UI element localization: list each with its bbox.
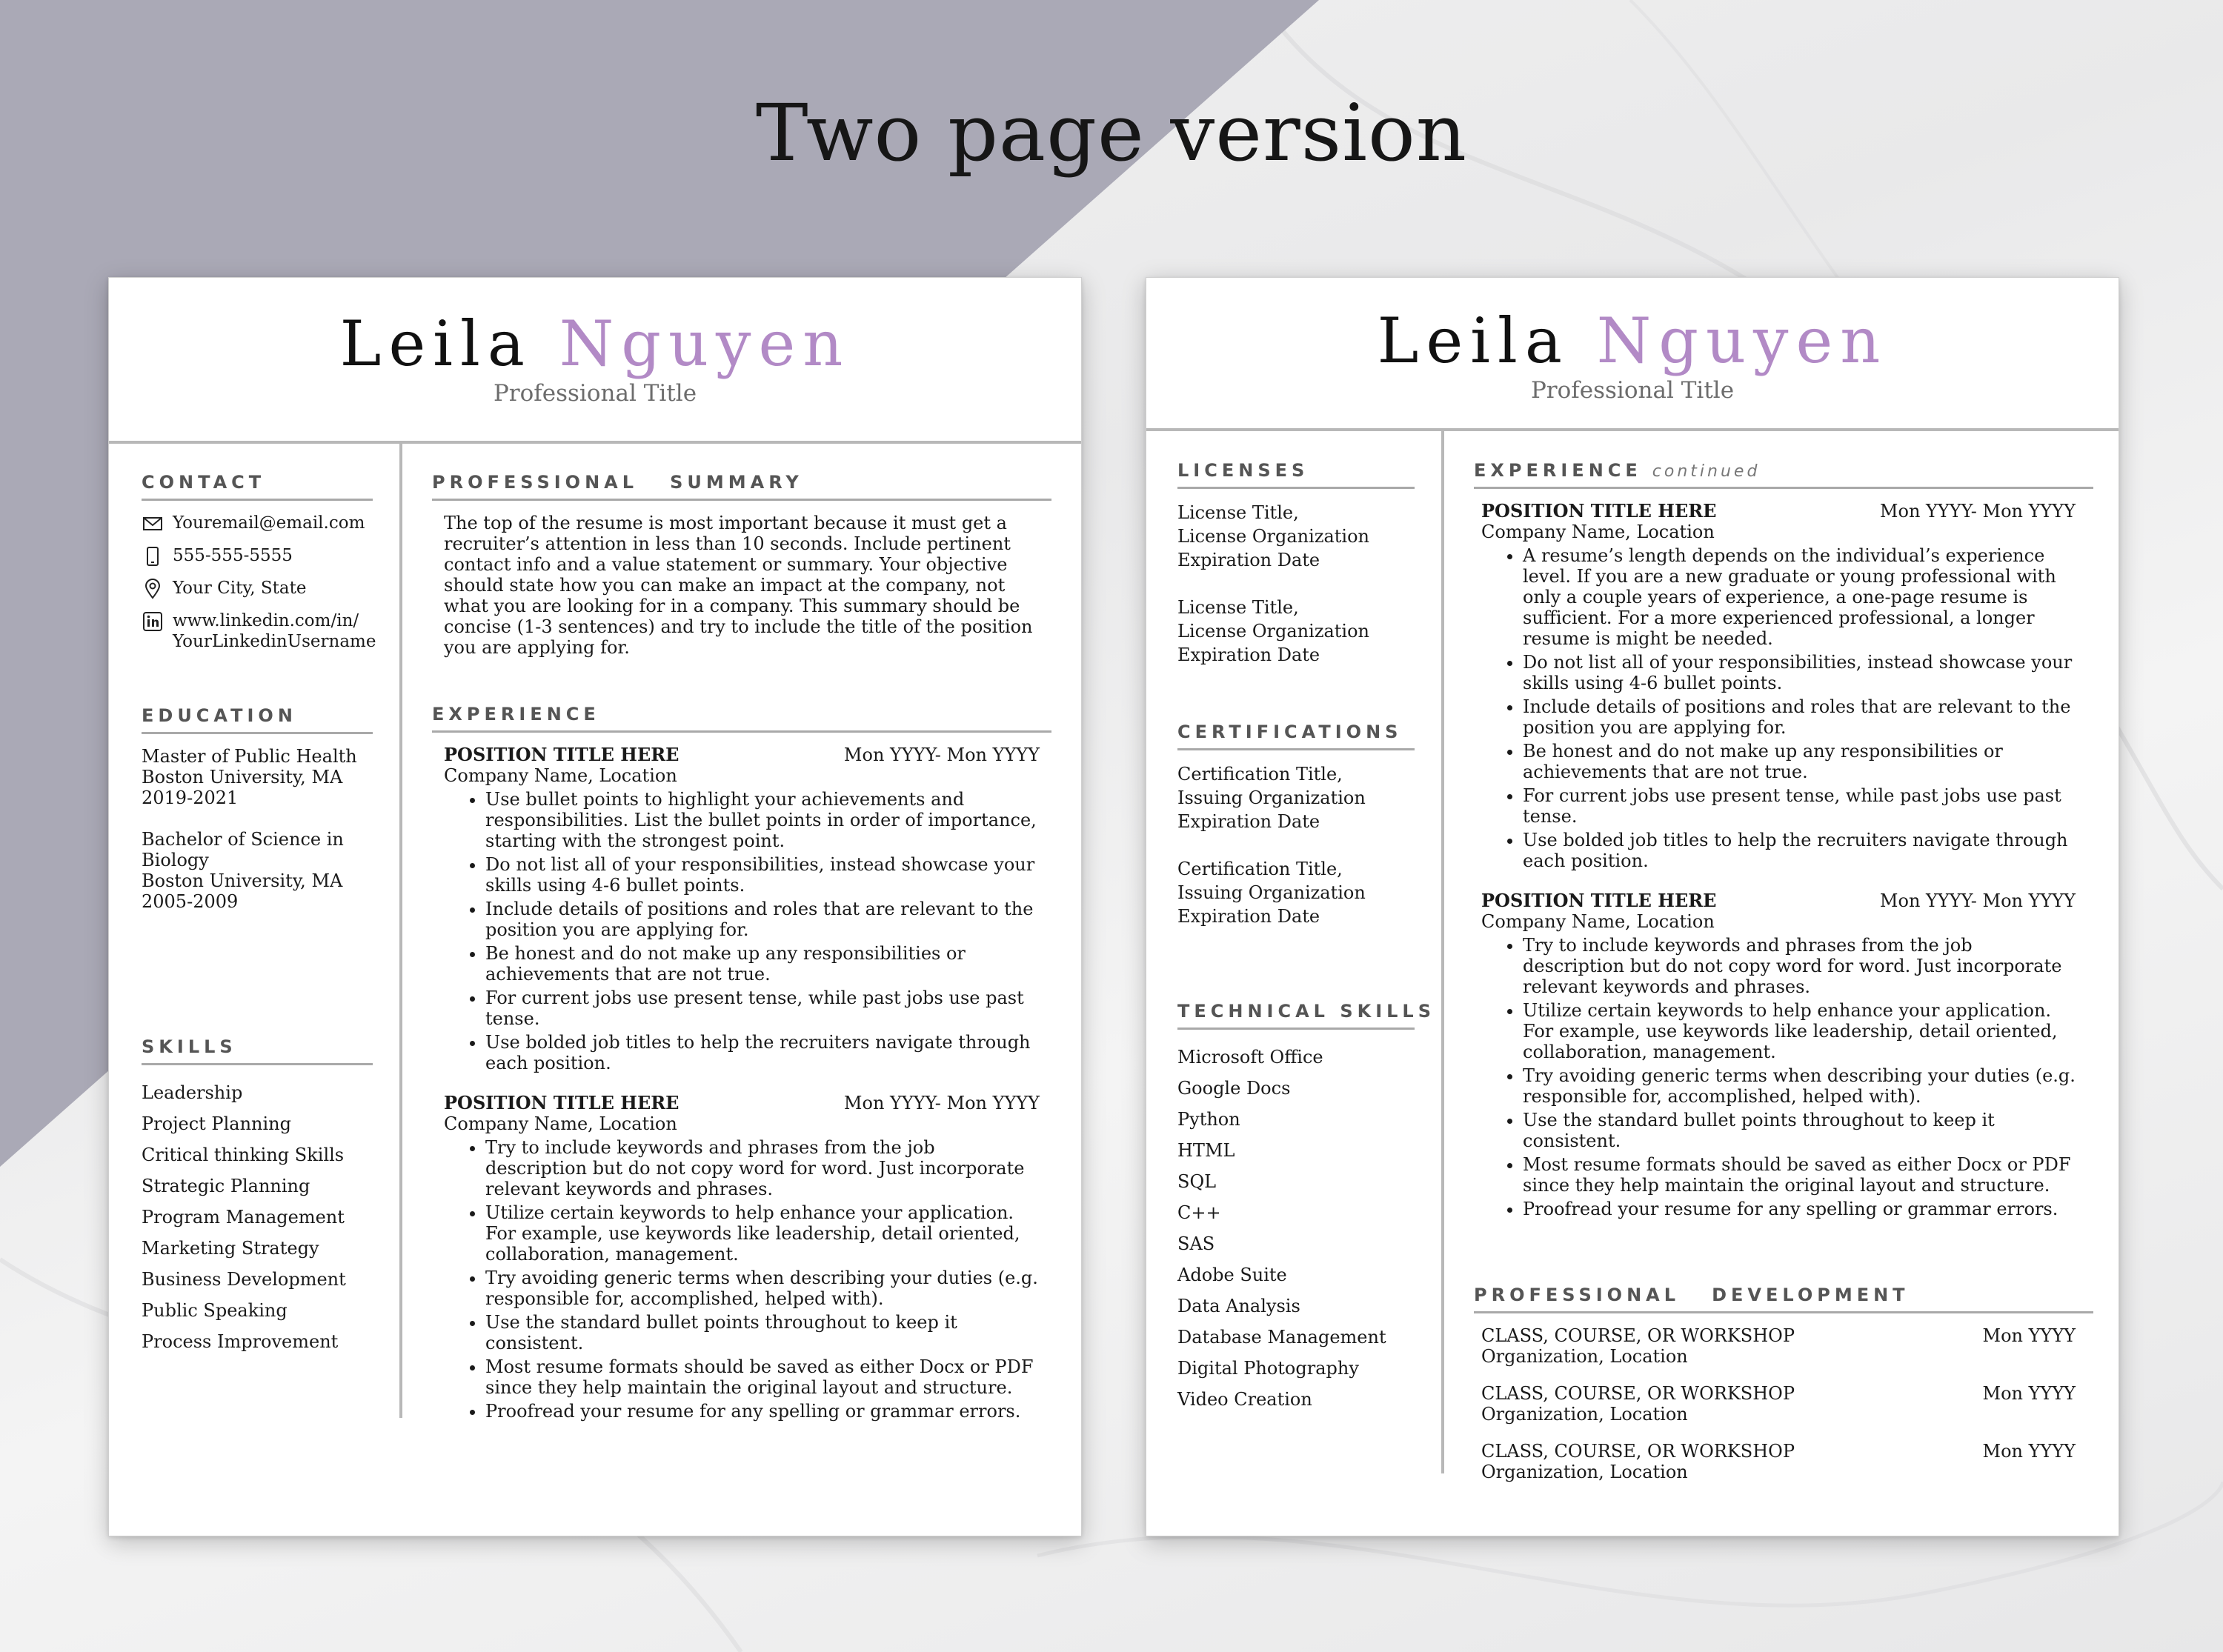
certification-organization: Issuing Organization — [1177, 787, 1366, 808]
license-expiration: Expiration Date — [1177, 645, 1320, 665]
technical-skills-list — [1177, 1042, 1415, 1415]
job-title: POSITION TITLE HERE — [444, 1092, 679, 1113]
professional-development-heading: PROFESSIONAL DEVELOPMENT — [1474, 1285, 2093, 1313]
job-entry — [1474, 890, 2093, 1219]
bullet-item: • Include details of positions and roles that are relevant to the position you are applying for. — [485, 899, 1040, 940]
certification-expiration: Expiration Date — [1177, 906, 1320, 927]
license-title: License Title, — [1177, 597, 1299, 618]
technical-skill-item: Video Creation — [1177, 1389, 1312, 1410]
last-name: Nguyen — [559, 307, 851, 380]
license-entry — [1177, 596, 1415, 667]
skill-item: Leadership — [142, 1082, 243, 1103]
header-divider — [109, 441, 1081, 444]
phone-icon — [142, 545, 164, 567]
development-header — [1481, 1383, 2076, 1404]
development-entry — [1481, 1441, 2076, 1482]
job-header — [444, 745, 1040, 765]
bullet-item: • Be honest and do not make up any responsibilities or achievements that are not true. — [485, 943, 1040, 985]
professional-title: Professional Title — [1530, 377, 1735, 404]
technical-skill-item: C++ — [1177, 1202, 1221, 1223]
envelope-icon — [142, 513, 164, 535]
bullet-item: • Do not list all of your responsibilities, instead showcase your skills using 4-6 bullet points. — [1523, 652, 2076, 693]
skill-item: Process Improvement — [142, 1331, 339, 1352]
course-date: Mon YYYY — [1982, 1441, 2076, 1462]
bullet-item: • For current jobs use present tense, while past jobs use past tense. — [1523, 785, 2076, 827]
skill-item: Public Speaking — [142, 1300, 288, 1321]
linkedin-line-1: www.linkedin.com/in/ — [173, 611, 359, 630]
bullet-item: • Proofread your resume for any spelling or grammar errors. — [1523, 1199, 2076, 1219]
candidate-name — [1146, 304, 2119, 377]
column-divider — [399, 444, 402, 1418]
job-bullets — [1481, 935, 2076, 1219]
job-bullets — [444, 789, 1040, 1073]
job-company: Company Name, Location — [444, 765, 677, 786]
school: Boston University, MA — [142, 870, 343, 891]
job-dates: Mon YYYY- Mon YYYY — [843, 1093, 1040, 1113]
continued-label: continued — [1652, 462, 1761, 481]
left-column — [142, 472, 376, 1357]
bullet-item: • Try avoiding generic terms when describing your duties (e.g. responsible for, accomplished, helped with). — [1523, 1065, 2076, 1107]
bullet-item: • Include details of positions and roles that are relevant to the position you are applying for. — [1523, 696, 2076, 738]
experience-continued-heading — [1474, 460, 2093, 489]
licenses-heading: LICENSES — [1177, 460, 1415, 489]
resume-page-2 — [1146, 277, 2119, 1536]
bullet-item: • Try to include keywords and phrases from the job description but do not copy word for word. Just incorporate relevant keywords and phrases. — [485, 1137, 1040, 1199]
development-header — [1481, 1325, 2076, 1346]
resume-page-1 — [108, 277, 1082, 1536]
bullet-item: • Use the standard bullet points throughout to keep it consistent. — [485, 1312, 1040, 1353]
license-title: License Title, — [1177, 502, 1299, 523]
skill-item: Marketing Strategy — [142, 1238, 319, 1259]
development-entry — [1481, 1383, 2076, 1425]
job-header — [444, 1093, 1040, 1113]
bullet-item: • Try to include keywords and phrases from the job description but do not copy word for word. Just incorporate relevant keywords and phrases. — [1523, 935, 2076, 997]
linkedin-line-2: YourLinkedinUsername — [173, 632, 376, 651]
technical-skill-item: Database Management — [1177, 1327, 1386, 1348]
professional-title: Professional Title — [493, 380, 697, 407]
skill-item: Strategic Planning — [142, 1176, 310, 1196]
course-organization: Organization, Location — [1481, 1346, 1688, 1367]
degree: Bachelor of Science in Biology — [142, 829, 344, 870]
course-name: CLASS, COURSE, OR WORKSHOP — [1481, 1383, 1795, 1404]
contact-linkedin[interactable] — [142, 610, 376, 652]
bullet-item: • Most resume formats should be saved as either Docx or PDF since they help maintain the original layout and structure. — [485, 1356, 1040, 1398]
summary-heading: PROFESSIONAL SUMMARY — [432, 472, 1051, 501]
job-entry — [1474, 501, 2093, 871]
contact-email[interactable] — [142, 513, 373, 535]
contact-phone[interactable] — [142, 545, 373, 567]
education-entry — [142, 829, 373, 912]
skill-item: Critical thinking Skills — [142, 1145, 345, 1165]
skill-item: Business Development — [142, 1269, 346, 1290]
license-organization: License Organization — [1177, 526, 1369, 547]
job-dates: Mon YYYY- Mon YYYY — [843, 745, 1040, 765]
job-bullets — [1481, 545, 2076, 871]
degree: Master of Public Health — [142, 746, 357, 767]
technical-skills-heading: TECHNICAL SKILLS — [1177, 1001, 1415, 1030]
skill-item: Project Planning — [142, 1113, 291, 1134]
technical-skill-item: Digital Photography — [1177, 1358, 1359, 1379]
job-entry — [432, 1093, 1051, 1422]
resume-header — [1146, 304, 2119, 404]
bullet-item: • Use the standard bullet points throughout to keep it consistent. — [1523, 1110, 2076, 1151]
bullet-item: • Use bolded job titles to help the recruiters navigate through each position. — [485, 1032, 1040, 1073]
certification-entry — [1177, 762, 1415, 833]
bullet-item: • Utilize certain keywords to help enhance your application. For example, use keywords like leadership, detail oriented, collaboration, management. — [1523, 1000, 2076, 1062]
certification-organization: Issuing Organization — [1177, 882, 1366, 903]
course-date: Mon YYYY — [1982, 1325, 2076, 1346]
technical-skill-item: HTML — [1177, 1140, 1235, 1161]
development-entry — [1481, 1325, 2076, 1367]
header-divider — [1146, 428, 2119, 431]
bullet-item: • Do not list all of your responsibilities, instead showcase your skills using 4-6 bullet points. — [485, 854, 1040, 896]
resume-header — [109, 307, 1081, 407]
bullet-item: • Try avoiding generic terms when describing your duties (e.g. responsible for, accomplished, helped with). — [485, 1268, 1040, 1309]
job-dates: Mon YYYY- Mon YYYY — [1879, 501, 2076, 522]
right-column — [432, 472, 1051, 1425]
technical-skill-item: SAS — [1177, 1233, 1215, 1254]
right-column — [1474, 460, 2093, 1499]
license-expiration: Expiration Date — [1177, 550, 1320, 570]
years: 2005-2009 — [142, 891, 239, 912]
course-date: Mon YYYY — [1982, 1383, 2076, 1404]
column-divider — [1441, 431, 1444, 1473]
technical-skill-item: Python — [1177, 1109, 1240, 1130]
job-bullets — [444, 1137, 1040, 1422]
contact-heading: CONTACT — [142, 472, 373, 501]
job-title: POSITION TITLE HERE — [1481, 500, 1717, 522]
certification-title: Certification Title, — [1177, 764, 1343, 785]
bullet-item: • Use bullet points to highlight your achievements and responsibilities. List the bullet points in order of importance, starting with the strongest point. — [485, 789, 1040, 851]
email-text: Youremail@email.com — [173, 513, 365, 533]
bullet-item: • For current jobs use present tense, while past jobs use past tense. — [485, 987, 1040, 1029]
years: 2019-2021 — [142, 787, 239, 808]
linkedin-text — [173, 610, 376, 652]
linkedin-icon — [142, 610, 164, 633]
first-name: Leila — [1377, 304, 1569, 377]
bullet-item: • A resume’s length depends on the individual’s experience level. If you are a new graduate or young professional with only a couple years of experience, a one-page resume is sufficient. For a more experienced professional, a longer resume is might be needed. — [1523, 545, 2076, 649]
certification-title: Certification Title, — [1177, 859, 1343, 879]
job-title: POSITION TITLE HERE — [444, 744, 679, 765]
job-title: POSITION TITLE HERE — [1481, 890, 1717, 911]
bullet-item: • Most resume formats should be saved as either Docx or PDF since they help maintain the original layout and structure. — [1523, 1154, 2076, 1196]
technical-skill-item: Google Docs — [1177, 1078, 1291, 1099]
license-entry — [1177, 501, 1415, 572]
course-organization: Organization, Location — [1481, 1404, 1688, 1425]
location-pin-icon — [142, 578, 164, 600]
first-name: Leila — [339, 307, 532, 380]
contact-location — [142, 578, 373, 600]
bullet-item: • Be honest and do not make up any responsibilities or achievements that are not true. — [1523, 741, 2076, 782]
development-list — [1474, 1325, 2093, 1482]
bullet-item: • Proofread your resume for any spelling or grammar errors. — [485, 1401, 1040, 1422]
experience-heading-text: EXPERIENCE — [1474, 460, 1642, 481]
certification-entry — [1177, 857, 1415, 928]
candidate-name — [109, 307, 1081, 380]
job-company: Company Name, Location — [1481, 522, 1715, 542]
development-header — [1481, 1441, 2076, 1462]
banner-title: Two page version — [755, 87, 1468, 179]
job-entry — [432, 745, 1051, 1073]
summary-text: The top of the resume is most important because it must get a recruiter’s attention in less than 10 seconds. Include pertinent contact info and a value statement or summary. Your objective should state how you can make an impact at the company, not what you are looking for in a company. This summary should be concise (1-3 sentences) and try to include the title of the position you are applying for. — [444, 513, 1033, 658]
job-company: Company Name, Location — [444, 1113, 677, 1134]
left-column — [1177, 460, 1435, 1415]
job-dates: Mon YYYY- Mon YYYY — [1879, 890, 2076, 911]
job-header — [1481, 501, 2076, 522]
skills-heading: SKILLS — [142, 1036, 373, 1065]
certifications-heading: CERTIFICATIONS — [1177, 722, 1415, 750]
location-text: Your City, State — [173, 579, 307, 598]
school: Boston University, MA — [142, 767, 343, 787]
skill-item: Program Management — [142, 1207, 345, 1228]
technical-skill-item: Adobe Suite — [1177, 1265, 1287, 1285]
job-header — [1481, 890, 2076, 911]
bullet-item: • Use bolded job titles to help the recruiters navigate through each position. — [1523, 830, 2076, 871]
technical-skill-item: Data Analysis — [1177, 1296, 1300, 1316]
education-heading: EDUCATION — [142, 705, 373, 734]
technical-skill-item: SQL — [1177, 1171, 1217, 1192]
experience-heading: EXPERIENCE — [432, 704, 1051, 733]
phone-text: 555-555-5555 — [173, 546, 293, 565]
course-name: CLASS, COURSE, OR WORKSHOP — [1481, 1441, 1795, 1462]
last-name: Nguyen — [1596, 304, 1888, 377]
bullet-item: • Utilize certain keywords to help enhance your application. For example, use keywords like leadership, detail oriented, collaboration, management. — [485, 1202, 1040, 1265]
technical-skill-item: Microsoft Office — [1177, 1047, 1323, 1068]
job-company: Company Name, Location — [1481, 911, 1715, 932]
course-organization: Organization, Location — [1481, 1462, 1688, 1482]
skills-list — [142, 1077, 373, 1357]
education-entry — [142, 746, 373, 808]
certification-expiration: Expiration Date — [1177, 811, 1320, 832]
course-name: CLASS, COURSE, OR WORKSHOP — [1481, 1325, 1795, 1346]
license-organization: License Organization — [1177, 621, 1369, 642]
